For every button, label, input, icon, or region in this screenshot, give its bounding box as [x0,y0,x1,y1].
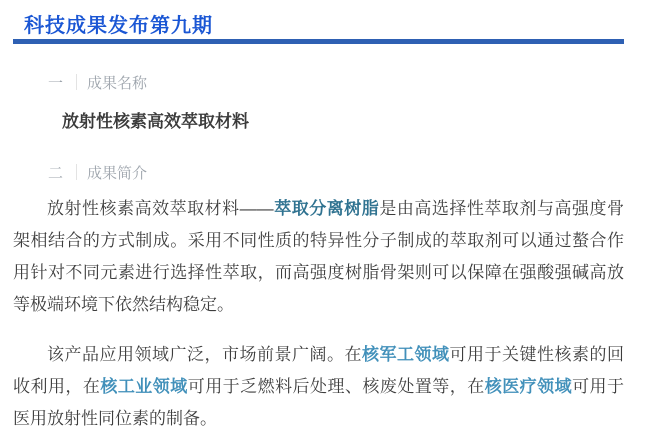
highlight-term-nuclear-industry: 核工业领域 [100,377,188,396]
application-text-segment: 可用于医用放射性同位素的制备。 [13,377,625,428]
section-header-name [48,72,645,92]
highlight-term-resin: 萃取分离树脂 [273,199,380,218]
section-number: 二 [48,164,64,182]
section-label: 成果简介 [87,164,148,182]
achievement-name: 放射性核素高效萃取材料 [62,112,249,131]
section-header-intro [48,162,645,182]
title-underline-rule [13,39,624,44]
application-text-segment: 该产品应用领域广泛，市场前景广阔。在 [47,345,362,364]
highlight-term-military-nuclear: 核军工领域 [362,345,450,364]
section-label: 成果名称 [87,74,148,92]
intro-text-segment: 是由高选择性萃取剂与高强度骨架相结合的方式制成。采用不同性质的特异性分子制成的萃取剂可以通过螯合作用针对不同元素进行选择性萃取，而高强度树脂骨架则可以保障在强酸强碱高放等极端环境下依然结构稳定。 [13,199,625,314]
page-title: 科技成果发布第九期 [24,15,213,37]
section-divider [76,74,77,90]
intro-text-segment: 放射性核素高效萃取材料—— [47,199,274,218]
intro-paragraph [13,193,624,321]
doc-header [0,0,645,44]
application-text-segment: 可用于关键性核素的回收利用，在 [13,345,624,396]
section-number: 一 [48,74,64,92]
application-paragraph [13,339,624,435]
highlight-term-nuclear-medicine: 核医疗领域 [484,377,573,396]
application-text-segment: 可用于乏燃料后处理、核废处置等，在 [187,377,485,396]
section-divider [76,164,77,180]
